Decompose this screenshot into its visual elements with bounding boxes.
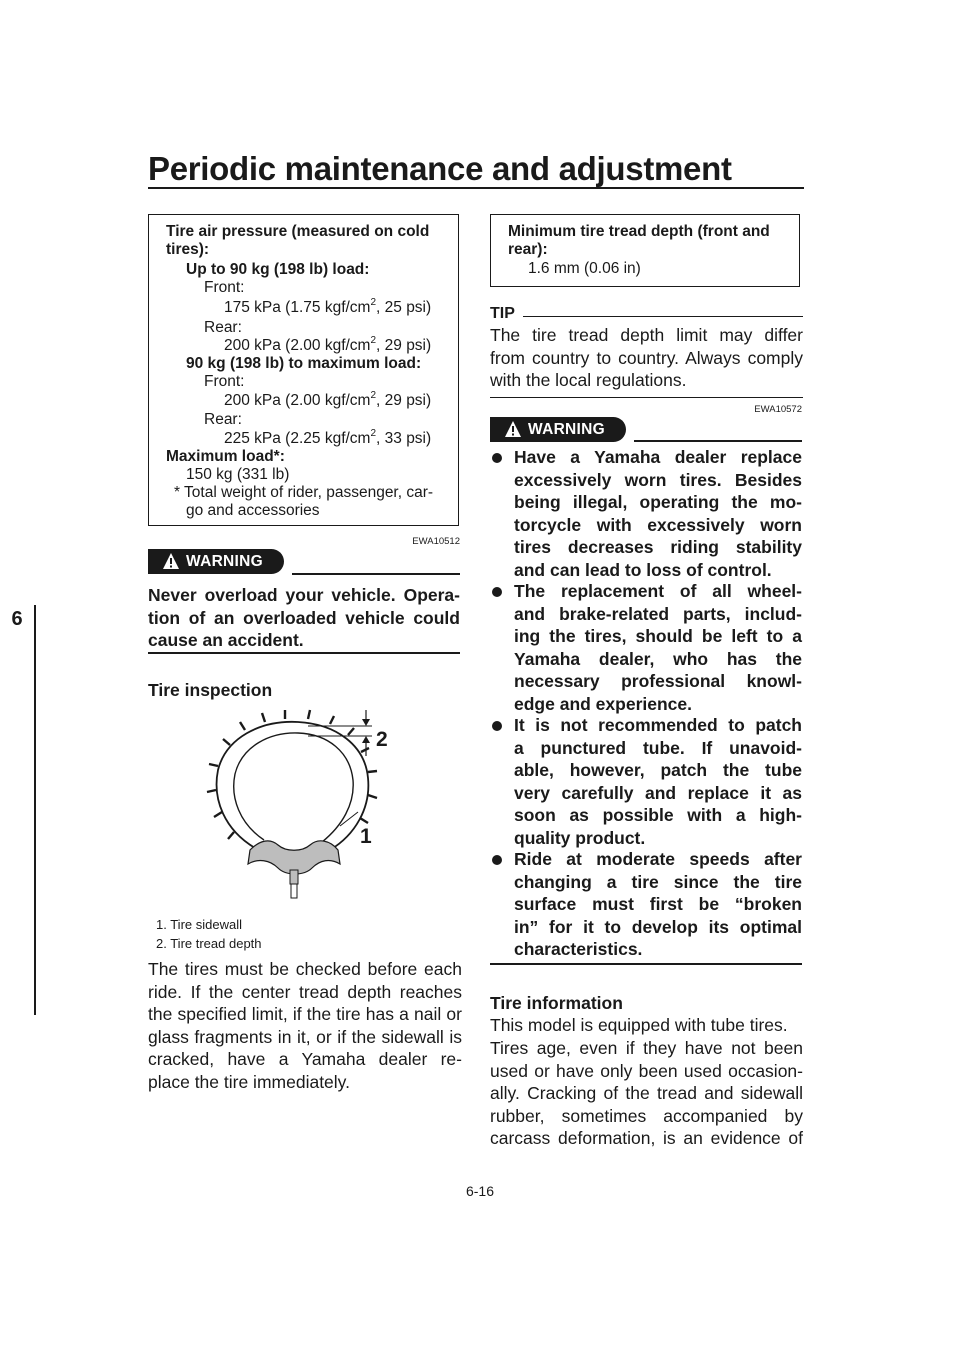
warning-bullet-1: Have a Yamaha dealer replace excessively worn tires. Besides being illegal, operating the mo- torcycle with excessively worn tires decreases riding stability and can lead to loss of control. (492, 446, 802, 581)
page-number: 6-16 (465, 1183, 495, 1199)
tread-heading: Minimum tire tread depth (front and (508, 223, 770, 240)
tip-rule (523, 316, 803, 317)
front-label-2: Front: (204, 373, 245, 390)
tire-pressure-spec-box (148, 214, 459, 526)
warning-end-rule (148, 652, 460, 654)
warning-rule (292, 573, 460, 575)
rear-label: Rear: (204, 319, 242, 336)
load1-rear-value: 200 kPa (2.00 kgf/$cm^2$, 29 psi) (224, 334, 432, 354)
bullet-icon (492, 587, 502, 597)
warning-badge-2 (490, 417, 626, 442)
warning-bullet-2: The replacement of all wheel- and brake-related parts, includ- ing the tires, should be left to a Yamaha dealer, who has the necessary professional knowl- edge and experience. (492, 580, 802, 715)
tire-diagram (190, 700, 400, 910)
tire-information-heading: Tire information (490, 993, 623, 1013)
callout-2: 2 (376, 728, 388, 751)
warning-code: EWA10512 (412, 536, 460, 547)
warning-2-end-rule (490, 963, 802, 965)
warning-badge (148, 549, 284, 574)
tire-inspection-heading: Tire inspection (148, 680, 273, 700)
bullet-icon (492, 721, 502, 731)
warning-2-rule (634, 440, 802, 442)
spec-heading-cont: tires): (166, 241, 210, 258)
caption-tread-depth: 2. Tire tread depth (156, 936, 262, 951)
warning-bullet-4: Ride at moderate speeds after changing a tire since the tire surface must first be “broken in” for it to develop its optimal characteristics. (492, 848, 802, 961)
load2-front-value: 200 kPa (2.00 kgf/$cm^2$, 29 psi) (224, 389, 432, 409)
warning-label: WARNING (186, 553, 264, 570)
front-label: Front: (204, 279, 245, 296)
tread-value: 1.6 mm (0.06 in) (528, 260, 641, 277)
tread-depth-spec-box (490, 214, 800, 287)
load-range-2-label: 90 kg (198 lb) to maximum load: (186, 355, 422, 372)
warning-triangle-icon (162, 552, 180, 570)
load2-rear-value: 225 kPa (2.25 kgf/$cm^2$, 33 psi) (224, 427, 432, 447)
tire-information-body: Tires age, even if they have not been used or have only been used occasion- ally. Cracking of the tread and sidewall rubber, sometimes accompanied by carcass deformation, is an evidence of (490, 1038, 803, 1148)
tire-information-intro: This model is equipped with tube tires. (490, 1015, 788, 1035)
max-load-value: 150 kg (331 lb) (186, 466, 290, 483)
footnote-cont: go and accessories (186, 502, 320, 519)
bullet-icon (492, 855, 502, 865)
footnote: * Total weight of rider, passenger, car- (174, 484, 434, 501)
tip-label: TIP (490, 305, 515, 322)
caption-sidewall: 1. Tire sidewall (156, 917, 242, 932)
warning-triangle-icon (504, 420, 522, 438)
warning-1-text: Never overload your vehicle. Opera- tion of an overloaded vehicle could cause an accident. (148, 585, 460, 650)
warning-code-2: EWA10572 (754, 404, 802, 415)
tire-inspection-body: The tires must be checked before each ride. If the center tread depth reaches the specified limit, if the tire has a nail or glass fragments in it, or if the sidewall is cracked, have a Yamaha dealer re- place the tire immediately. (148, 959, 462, 1092)
load1-front-value: 175 kPa (1.75 kgf/$cm^2$, 25 psi) (224, 296, 432, 316)
chapter-number: 6 (11, 608, 23, 630)
tip-end-rule (490, 397, 803, 398)
warning-label-2: WARNING (528, 421, 606, 438)
rear-label-2: Rear: (204, 411, 242, 428)
bullet-icon (492, 453, 502, 463)
callout-1: 1 (360, 825, 372, 848)
load-range-1-label: Up to 90 kg (198 lb) load: (186, 261, 370, 278)
page-title: Periodic maintenance and adjustment (148, 150, 732, 187)
max-load-label: Maximum load*: (166, 448, 285, 465)
chapter-tab (0, 605, 36, 1015)
tread-heading-cont: rear): (508, 241, 548, 258)
title-rule (148, 187, 804, 189)
tip-text: The tire tread depth limit may differ from country to country. Always comply with the local regulations. (490, 325, 803, 390)
spec-heading: Tire air pressure (measured on cold (166, 223, 430, 240)
warning-bullet-3: It is not recommended to patch a punctured tube. If unavoid- able, however, patch the tube very carefully and replace it as soon as possible with a high- quality product. (492, 714, 802, 849)
